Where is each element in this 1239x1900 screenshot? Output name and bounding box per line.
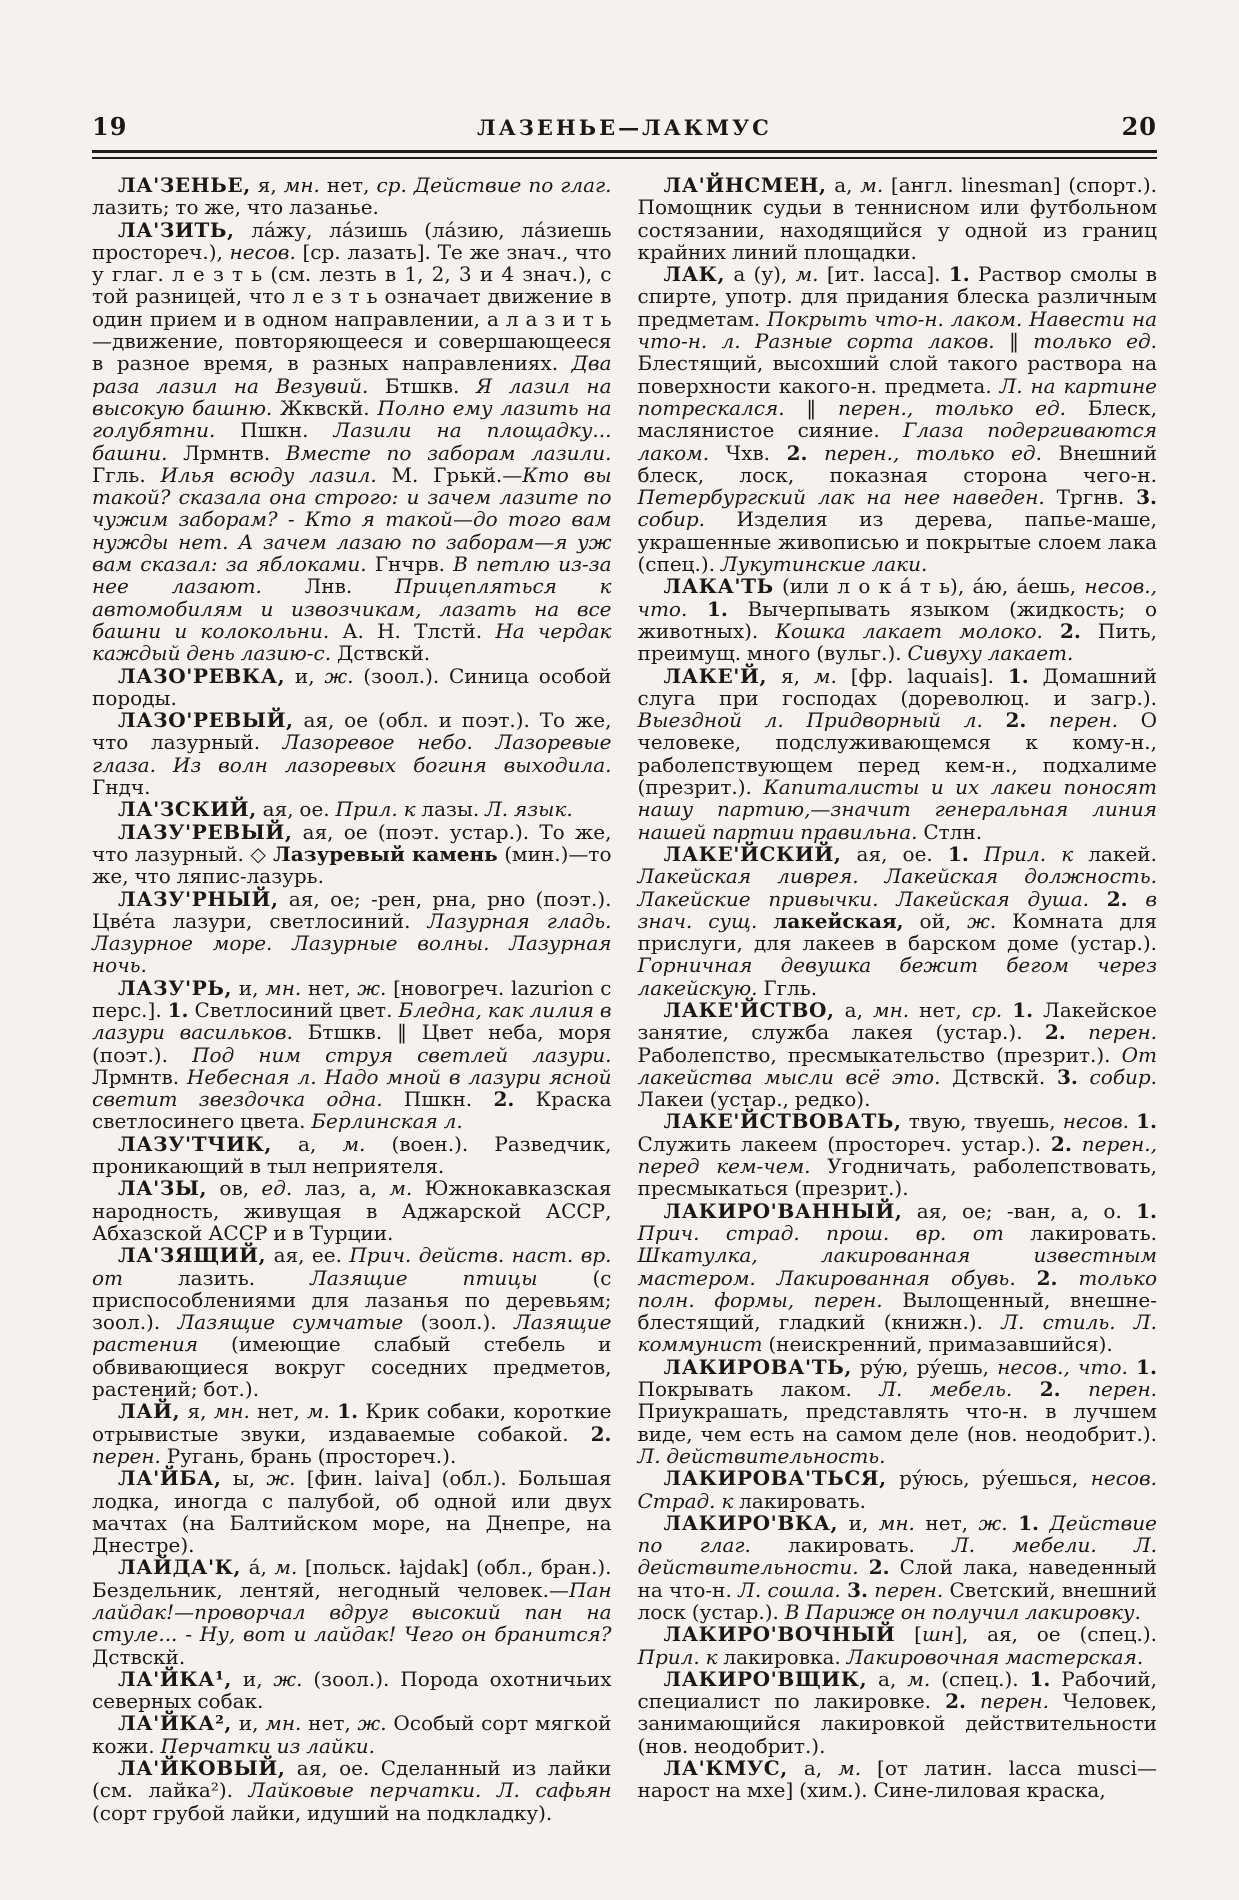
dictionary-entry: ЛАЗУ'РНЫЙ, ая, ое; -рен, рна, рно (поэт.). Цве́та лазури, светлосиний. Лазурная гладь. Лазурное море. Лазурные волны. Лазурная ночь.	[92, 886, 612, 978]
headword: ЛА'ЙКОВЫЙ,	[118, 1756, 286, 1781]
dictionary-entry: ЛАКИРОВА'ТЬСЯ, ру́юсь, ру́ешься, несов. Страд. к лакировать.	[637, 1466, 1157, 1513]
page-number-left: 19	[92, 112, 128, 141]
headword: ЛАЗУ'ТЧИК,	[118, 1131, 272, 1156]
headword: ЛА'ЗИТЬ,	[118, 217, 235, 242]
dictionary-entry: ЛА'ЗСКИЙ, ая, ое. Прил. к лазы. Л. язык.	[118, 797, 573, 822]
dictionary-entry: ЛАКЕ'Й, я, м. [фр. laquais]. 1. Домашний слуга при господах (дореволюц. и загр.). Выездной л. Придворный л. 2. перен. О человеке, подслуживающемся к кому-н., раболепствующем перед кем-н., подхалиме (презрит.). Капиталисты и их лакеи поносят нашу партию,—значит генеральная линия нашей партии правильна. Стлн.	[637, 663, 1157, 844]
dictionary-entry: ЛА'ЗИТЬ, ла́жу, ла́зишь (ла́зию, ла́зиешь простореч.), несов. [ср. лазать]. Те же знач., что у глаг. л е з т ь (см. лезть в 1, 2, 3 и 4 знач.), с той разницей, что л е з т ь означает движение в один прием и в одном направлении, а л а з и т ь—движение, повторяющееся и совершающееся в разное время, в разных направлениях. Два раза лазил на Везувий. Бтшкв. Я лазил на высокую башню. Жквскй. Полно ему лазить на голубятни. Пшкн. Лазили на площадку... башни. Лрмнтв. Вместе по заборам лазили. Ггль. Илья всюду лазил. М. Грькй.—Кто вы такой? сказала она строго: и зачем лазите по чужим заборам? - Кто я такой—до того вам нужды нет. А зачем лазаю по заборам—я уж вам сказал: за яблоками. Гнчрв. В петлю из-за нее лазают. Лнв. Прицепляться к автомобилям и извозчикам, лазать на все башни и колокольни. А. Н. Тлстй. На чердак каждый день лазию-с. Дствскй.	[92, 217, 612, 666]
headword: ЛАЗУ'РНЫЙ,	[118, 886, 279, 911]
dictionary-entry: ЛА'КМУС, а, м. [от латин. lacca musci—нарост на мхе] (хим.). Сине-лиловая краска,	[637, 1756, 1157, 1803]
dictionary-entry: ЛАЗО'РЕВЫЙ, ая, ое (обл. и поэт.). То же, что лазурный. Лазоревое небо. Лазоревые глаза. Из волн лазоревых богиня выходила. Гндч.	[92, 708, 612, 800]
headword: ЛАКИРО'ВКА,	[663, 1510, 839, 1535]
headword: ЛА'ЙНСМЕН,	[663, 173, 827, 197]
headword: ЛАЗУ'РЕВЫЙ,	[118, 819, 293, 844]
headword: ЛА'КМУС,	[663, 1756, 788, 1781]
headword: ЛА'ЗЯЩИЙ,	[118, 1243, 267, 1268]
headword: ЛАЗО'РЕВКА,	[118, 663, 286, 688]
dictionary-entry: ЛА'ЙКОВЫЙ, ая, ое. Сделанный из лайки (см. лайка²). Лайковые перчатки. Л. сафьян (сорт грубой лайки, идуший на подкладку).	[92, 1756, 612, 1825]
headword: ЛАКИРО'ВАННЫЙ,	[663, 1198, 903, 1223]
dictionary-entry: ЛАКЕ'ЙСКИЙ, ая, ое. 1. Прил. к лакей. Лакейская ливрея. Лакейская должность. Лакейские привычки. Лакейская душа. 2. в знач. сущ. лакейская, ой, ж. Комната для прислуги, для лакеев в барском доме (устар.). Горничная девушка бежит бегом через лакейскую. Ггль.	[637, 841, 1158, 1000]
dictionary-entry: ЛА'ЙБА, ы, ж. [фин. laiva] (обл.). Большая лодка, иногда с палубой, об одной или двух мачтах (на Балтийском море, на Днепре, на Днестре).	[92, 1466, 612, 1558]
headword: ЛА'ЙБА,	[118, 1466, 222, 1491]
dictionary-entry: ЛАКЕ'ЙСТВОВАТЬ, твую, твуешь, несов. 1. Служить лакеем (простореч. устар.). 2. перен., перед кем-чем. Угодничать, раболепствовать, пресмыкаться (презрит.).	[637, 1109, 1157, 1201]
dictionary-entry: ЛАКИРОВА'ТЬ, ру́ю, ру́ешь, несов., что. 1. Покрывать лаком. Л. мебель. 2. перен. Приукрашать, представлять что-н. в лучшем виде, чем есть на самом деле (нов. неодобрит.). Л. действительность.	[637, 1354, 1158, 1468]
dictionary-entry: ЛАЗУ'РЬ, и, мн. нет, ж. [новогреч. lazurion с перс.]. 1. Светлосиний цвет. Бледна, как лилия в лазури васильков. Бтшкв. ‖ Цвет неба, моря (поэт.). Под ним струя светлей лазури. Лрмнтв. Небесная л. Надо мной в лазури ясной светит звездочка одна. Пшкн. 2. Краска светлосинего цвета. Берлинская л.	[92, 975, 612, 1134]
dictionary-entry: ЛАКИРО'ВОЧНЫЙ [шн], ая, ое (спец.). Прил. к лакировка. Лакировочная мастерская.	[637, 1622, 1157, 1669]
text-columns	[92, 174, 1157, 1824]
dictionary-entry: ЛА'ЙКА¹, и, ж. (зоол.). Порода охотничьих северных собак.	[92, 1666, 612, 1714]
headword: ЛАКА'ТЬ	[663, 574, 774, 599]
headword: ЛА'ЙКА²,	[118, 1711, 232, 1736]
page-header	[92, 112, 1157, 141]
headword: ЛА'ЙКА¹,	[118, 1666, 232, 1691]
headword: ЛА'ЗЫ,	[118, 1176, 208, 1201]
dictionary-entry: ЛАКИРО'ВКА, и, мн. нет, ж. 1. Действие по глаг. лакировать. Л. мебели. Л. действительности. 2. Слой лака, наведенный на что-н. Л. сошла. 3. перен. Светский, внешний лоск (устар.). В Париже он получил лакировку.	[637, 1510, 1158, 1624]
headword: ЛА'ЗСКИЙ,	[118, 797, 257, 822]
dictionary-entry: ЛАКИРО'ВАННЫЙ, ая, ое; -ван, а, о. 1. Прич. страд. прош. вр. от лакировать. Шкатулка, лакированная известным мастером. Лакированная обувь. 2. только полн. формы, перен. Вылощенный, внешне-блестящий, гладкий (книжн.). Л. стиль. Л. коммунист (неискренний, примазавшийся).	[637, 1198, 1158, 1357]
running-title: ЛАЗЕНЬЕ—ЛАКМУС	[477, 115, 772, 140]
dictionary-entry: ЛАЗУ'РЕВЫЙ, ая, ое (поэт. устар.). То же, что лазурный. ◇ Лазуревый камень (мин.)—то же, что ляпис-лазурь.	[92, 819, 612, 889]
dictionary-entry: ЛА'ЗЯЩИЙ, ая, ее. Прич. действ. наст. вр. от лазить. Лазящие птицы (с приспособлениями для лазанья по деревьям; зоол.). Лазящие сумчатые (зоол.). Лазящие растения (имеющие слабый стебель и обвивающиеся вокруг соседних предметов, растений; бот.).	[92, 1243, 612, 1402]
dictionary-entry: ЛАКЕ'ЙСТВО, а, мн. нет, ср. 1. Лакейское занятие, служба лакея (устар.). 2. перен. Раболепство, пресмыкательство (презрит.). От лакейства мысли всё это. Дствскй. 3. собир. Лакеи (устар., редко).	[637, 997, 1158, 1112]
headword: ЛА'ЗЕНЬЕ,	[118, 173, 251, 197]
header-rule	[92, 150, 1157, 159]
dictionary-entry: ЛАКА'ТЬ (или л о к а́ т ь), а́ю, а́ешь, несов., что. 1. Вычерпывать языком (жидкость; о животных). Кошка лакает молоко. 2. Пить, преимущ. много (вульг.). Сивуху лакает.	[637, 574, 1158, 666]
dictionary-entry: ЛА'ЙКА², и, мн. нет, ж. Особый сорт мягкой кожи. Перчатки из лайки.	[92, 1711, 612, 1758]
headword: ЛАЙ,	[118, 1399, 181, 1424]
dictionary-entry: ЛАК, а (у), м. [ит. lacca]. 1. Раствор смолы в спирте, употр. для придания блеска различным предметам. Покрыть что-н. лаком. Навести на что-н. л. Разные сорта лаков. ‖ только ед. Блестящий, высохший слой такого раствора на поверхности какого-н. предмета. Л. на картине потрескался. ‖ перен., только ед. Блеск, маслянистое сияние. Глаза подергиваются лаком. Чхв. 2. перен., только ед. Внешний блеск, лоск, показная сторона чего-н. Петербургский лак на нее наведен. Тргнв. 3. собир. Изделия из дерева, папье-маше, украшенные живописью и покрытые слоем лака (спец.). Лукутинские лаки.	[637, 262, 1158, 577]
dictionary-entry: ЛАЙДА'К, а́, м. [польск. łajdak] (обл., бран.). Бездельник, лентяй, негодный человек.—Пан лайдак!—проворчал вдруг высокий пан на стуле... - Ну, вот и лайдак! Чего он бранится? Дствскй.	[92, 1555, 612, 1669]
headword: ЛАЗУ'РЬ,	[118, 975, 233, 1000]
headword: ЛАЗО'РЕВЫЙ,	[118, 708, 294, 733]
headword: ЛАКИРОВА'ТЬ,	[663, 1354, 852, 1379]
dictionary-entry: ЛАЗУ'ТЧИК, а, м. (воен.). Разведчик, проникающий в тыл неприятеля.	[92, 1131, 612, 1179]
headword: ЛАКЕ'ЙСКИЙ,	[663, 841, 842, 866]
headword: ЛАКИРОВА'ТЬСЯ,	[663, 1466, 887, 1491]
dictionary-entry: ЛА'ЗЫ, ов, ед. лаз, а, м. Южнокавказская народность, живущая в Аджарской АССР, Абхазской АССР и в Турции.	[92, 1176, 612, 1245]
dictionary-entry: ЛА'ЗЕНЬЕ, я, мн. нет, ср. Действие по глаг. лазить; то же, что лазанье.	[92, 173, 612, 220]
headword: ЛАКЕ'Й,	[663, 663, 768, 688]
headword: ЛАКЕ'ЙСТВОВАТЬ,	[663, 1109, 902, 1134]
headword: ЛАКИРО'ВЩИК,	[663, 1666, 868, 1691]
headword: ЛАКИРО'ВОЧНЫЙ	[663, 1622, 896, 1647]
headword: ЛАК,	[663, 262, 726, 287]
dictionary-entry: ЛАКИРО'ВЩИК, а, м. (спец.). 1. Рабочий, специалист по лакировке. 2. перен. Человек, занимающийся лакировкой действительности (нов. неодобрит.).	[637, 1666, 1157, 1758]
column-right	[638, 174, 1158, 1824]
dictionary-entry: ЛА'ЙНСМЕН, а, м. [англ. linesman] (спорт.). Помощник судьи в теннисном или футбольном состязании, находящийся у одной из границ крайних линий площадки.	[637, 173, 1158, 264]
column-left	[92, 174, 612, 1824]
dictionary-entry: ЛАЗО'РЕВКА, и, ж. (зоол.). Синица особой породы.	[92, 663, 612, 710]
headword: ЛАЙДА'К,	[118, 1555, 242, 1580]
headword: ЛАКЕ'ЙСТВО,	[663, 997, 835, 1022]
dictionary-entry: ЛАЙ, я, мн. нет, м. 1. Крик собаки, короткие отрывистые звуки, издаваемые собакой. 2. перен. Ругань, брань (простореч.).	[92, 1399, 612, 1468]
page-number-right: 20	[1121, 112, 1157, 141]
